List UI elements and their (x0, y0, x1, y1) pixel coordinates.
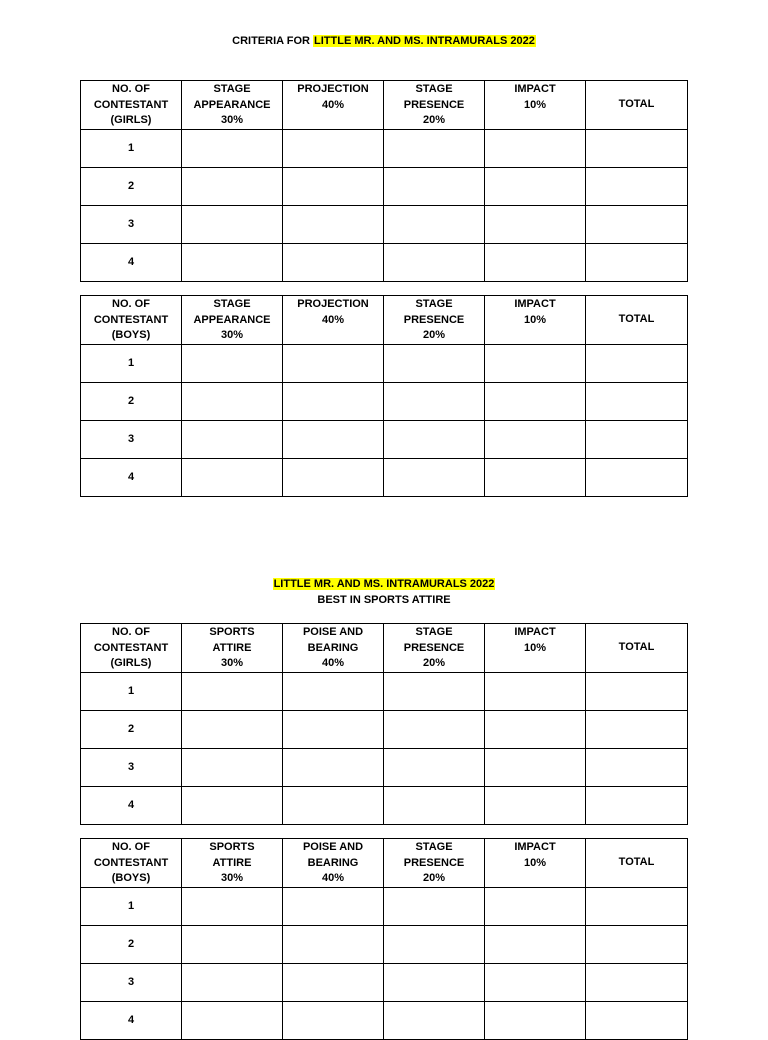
score-cell[interactable] (586, 420, 688, 458)
criteria-header-line: STAGE (415, 626, 453, 638)
contestant-number: 3 (81, 748, 182, 786)
criteria-header-line: STAGE (213, 298, 251, 310)
table-row (81, 458, 688, 496)
table-section1-girls (80, 80, 688, 282)
contestant-header-line: CONTESTANT (93, 856, 169, 869)
score-cell[interactable] (485, 458, 586, 496)
table-row (81, 129, 688, 167)
section1-title-highlight: LITTLE MR. AND MS. INTRAMURALS 2022 (314, 35, 535, 47)
criteria-header (485, 839, 586, 888)
total-header: TOTAL (586, 624, 688, 673)
score-cell[interactable] (182, 458, 283, 496)
criteria-header-line: BEARING (307, 641, 359, 654)
score-cell[interactable] (586, 205, 688, 243)
score-cell[interactable] (384, 963, 485, 1001)
score-cell[interactable] (586, 167, 688, 205)
score-cell[interactable] (384, 243, 485, 281)
contestant-header (81, 624, 182, 673)
total-header: TOTAL (586, 81, 688, 130)
contestant-number: 1 (81, 887, 182, 925)
criteria-header-line: PROJECTION (297, 298, 369, 310)
table-row (81, 925, 688, 963)
contestant-number: 2 (81, 167, 182, 205)
criteria-header-line: STAGE (213, 83, 251, 95)
score-cell[interactable] (182, 382, 283, 420)
score-cell[interactable] (586, 458, 688, 496)
criteria-header (283, 624, 384, 673)
score-cell[interactable] (586, 786, 688, 824)
score-cell[interactable] (283, 344, 384, 382)
criteria-header-line: 30% (220, 114, 244, 126)
criteria-header-line: 40% (321, 98, 345, 111)
contestant-header (81, 839, 182, 888)
table-row (81, 205, 688, 243)
score-cell[interactable] (485, 786, 586, 824)
criteria-header (182, 839, 283, 888)
criteria-header-line: POISE AND (302, 626, 364, 638)
criteria-header-line: 30% (220, 657, 244, 669)
score-cell[interactable] (586, 344, 688, 382)
contestant-header-line: NO. OF (112, 298, 150, 310)
criteria-header (485, 81, 586, 130)
criteria-header (182, 296, 283, 345)
criteria-header-line: ATTIRE (212, 641, 252, 654)
score-cell[interactable] (283, 748, 384, 786)
criteria-header-line: PRESENCE (403, 313, 465, 326)
total-header: TOTAL (586, 296, 688, 345)
table-row (81, 420, 688, 458)
table-row (81, 963, 688, 1001)
contestant-number: 1 (81, 129, 182, 167)
score-cell[interactable] (485, 382, 586, 420)
criteria-header-line: 40% (321, 313, 345, 326)
score-cell[interactable] (586, 243, 688, 281)
criteria-header-line: IMPACT (514, 83, 556, 95)
score-cell[interactable] (384, 344, 485, 382)
contestant-header-line: (BOYS) (111, 329, 151, 341)
criteria-header (283, 296, 384, 345)
total-header: TOTAL (586, 839, 688, 888)
criteria-header (384, 839, 485, 888)
score-cell[interactable] (485, 748, 586, 786)
contestant-header-line: NO. OF (112, 626, 150, 638)
score-cell[interactable] (586, 129, 688, 167)
table-section2-boys (80, 838, 688, 1040)
contestant-number: 4 (81, 786, 182, 824)
score-cell[interactable] (182, 243, 283, 281)
criteria-header (485, 624, 586, 673)
contestant-number: 3 (81, 420, 182, 458)
criteria-header-line: 10% (523, 856, 547, 869)
section1-title-prefix: CRITERIA FOR (232, 35, 310, 47)
score-cell[interactable] (384, 786, 485, 824)
score-cell[interactable] (182, 925, 283, 963)
criteria-header-line: 30% (220, 872, 244, 884)
table-row (81, 748, 688, 786)
criteria-header (384, 624, 485, 673)
score-cell[interactable] (384, 458, 485, 496)
score-cell[interactable] (384, 167, 485, 205)
criteria-header-line: 10% (523, 313, 547, 326)
score-cell[interactable] (283, 672, 384, 710)
contestant-number: 4 (81, 1001, 182, 1039)
score-cell[interactable] (283, 167, 384, 205)
score-cell[interactable] (283, 458, 384, 496)
criteria-header-line: BEARING (307, 856, 359, 869)
score-cell[interactable] (384, 1001, 485, 1039)
criteria-header-line: POISE AND (302, 841, 364, 853)
table-row (81, 243, 688, 281)
criteria-header (384, 81, 485, 130)
score-cell[interactable] (384, 129, 485, 167)
score-cell[interactable] (384, 748, 485, 786)
score-cell[interactable] (182, 420, 283, 458)
criteria-header (384, 296, 485, 345)
score-cell[interactable] (586, 925, 688, 963)
criteria-header-line: APPEARANCE (193, 313, 271, 326)
table-row (81, 786, 688, 824)
contestant-header-line: (GIRLS) (110, 657, 152, 669)
contestant-header (81, 81, 182, 130)
criteria-header-line: STAGE (415, 298, 453, 310)
score-cell[interactable] (283, 382, 384, 420)
criteria-header-line: IMPACT (514, 626, 556, 638)
contestant-header-line: CONTESTANT (93, 641, 169, 654)
criteria-header-line: STAGE (415, 841, 453, 853)
table-row (81, 167, 688, 205)
score-cell[interactable] (182, 1001, 283, 1039)
score-cell[interactable] (283, 786, 384, 824)
score-cell[interactable] (586, 672, 688, 710)
score-cell[interactable] (283, 887, 384, 925)
criteria-header-line: 20% (422, 114, 446, 126)
table-row (81, 672, 688, 710)
criteria-header-line: 40% (321, 657, 345, 669)
score-cell[interactable] (384, 382, 485, 420)
score-cell[interactable] (485, 710, 586, 748)
score-cell[interactable] (182, 167, 283, 205)
contestant-header-line: NO. OF (112, 841, 150, 853)
score-cell[interactable] (586, 382, 688, 420)
contestant-header-line: NO. OF (112, 83, 150, 95)
section2-title-highlight: LITTLE MR. AND MS. INTRAMURALS 2022 (273, 578, 495, 590)
table-header-row (81, 81, 688, 130)
criteria-header-line: STAGE (415, 83, 453, 95)
score-cell[interactable] (384, 925, 485, 963)
score-cell[interactable] (283, 420, 384, 458)
score-cell[interactable] (384, 420, 485, 458)
score-cell[interactable] (283, 925, 384, 963)
criteria-header-line: PRESENCE (403, 856, 465, 869)
score-cell[interactable] (485, 344, 586, 382)
table-row (81, 710, 688, 748)
table-header-row (81, 624, 688, 673)
score-cell[interactable] (485, 925, 586, 963)
score-cell[interactable] (485, 167, 586, 205)
score-cell[interactable] (182, 129, 283, 167)
contestant-number: 1 (81, 672, 182, 710)
criteria-header-line: IMPACT (514, 841, 556, 853)
score-cell[interactable] (182, 710, 283, 748)
score-cell[interactable] (586, 887, 688, 925)
criteria-header (485, 296, 586, 345)
criteria-header-line: IMPACT (514, 298, 556, 310)
contestant-number: 2 (81, 710, 182, 748)
score-cell[interactable] (485, 129, 586, 167)
section1-title (0, 33, 768, 49)
score-cell[interactable] (384, 672, 485, 710)
score-cell[interactable] (586, 748, 688, 786)
criteria-header-line: PRESENCE (403, 641, 465, 654)
criteria-header-line: 20% (422, 329, 446, 341)
score-cell[interactable] (182, 748, 283, 786)
score-cell[interactable] (485, 1001, 586, 1039)
score-cell[interactable] (283, 710, 384, 748)
score-cell[interactable] (182, 344, 283, 382)
criteria-header-line: 10% (523, 641, 547, 654)
criteria-header-line: ATTIRE (212, 856, 252, 869)
contestant-number: 1 (81, 344, 182, 382)
score-cell[interactable] (182, 205, 283, 243)
criteria-header-line: 10% (523, 98, 547, 111)
score-cell[interactable] (586, 963, 688, 1001)
table-row (81, 887, 688, 925)
score-cell[interactable] (485, 672, 586, 710)
criteria-header-line: SPORTS (209, 626, 255, 638)
criteria-header-line: 20% (422, 657, 446, 669)
criteria-header-line: 40% (321, 872, 345, 884)
criteria-header (182, 624, 283, 673)
score-cell[interactable] (182, 672, 283, 710)
score-cell[interactable] (182, 963, 283, 1001)
contestant-number: 4 (81, 458, 182, 496)
table-header-row (81, 296, 688, 345)
criteria-header (182, 81, 283, 130)
table-header-row (81, 839, 688, 888)
table-row (81, 382, 688, 420)
contestant-header-line: CONTESTANT (93, 313, 169, 326)
contestant-number: 3 (81, 963, 182, 1001)
score-cell[interactable] (586, 710, 688, 748)
contestant-number: 2 (81, 925, 182, 963)
score-cell[interactable] (283, 129, 384, 167)
score-cell[interactable] (586, 1001, 688, 1039)
score-cell[interactable] (283, 243, 384, 281)
table-section2-girls (80, 623, 688, 825)
score-cell[interactable] (485, 963, 586, 1001)
criteria-header-line: PRESENCE (403, 98, 465, 111)
score-cell[interactable] (283, 205, 384, 243)
score-cell[interactable] (384, 205, 485, 243)
table-row (81, 344, 688, 382)
section2-title (0, 576, 768, 592)
contestant-header-line: (GIRLS) (110, 114, 152, 126)
criteria-header-line: APPEARANCE (193, 98, 271, 111)
score-cell[interactable] (283, 963, 384, 1001)
criteria-header (283, 839, 384, 888)
table-row (81, 1001, 688, 1039)
criteria-header-line: 30% (220, 329, 244, 341)
contestant-header-line: (BOYS) (111, 872, 151, 884)
criteria-header-line: SPORTS (209, 841, 255, 853)
contestant-number: 4 (81, 243, 182, 281)
contestant-number: 3 (81, 205, 182, 243)
criteria-header (283, 81, 384, 130)
score-cell[interactable] (182, 786, 283, 824)
score-cell[interactable] (485, 205, 586, 243)
score-cell[interactable] (384, 887, 485, 925)
criteria-header-line: PROJECTION (297, 83, 369, 95)
contestant-header-line: CONTESTANT (93, 98, 169, 111)
score-cell[interactable] (384, 710, 485, 748)
score-cell[interactable] (283, 1001, 384, 1039)
section2-subtitle: BEST IN SPORTS ATTIRE (317, 594, 451, 606)
criteria-header-line: 20% (422, 872, 446, 884)
contestant-number: 2 (81, 382, 182, 420)
score-cell[interactable] (182, 887, 283, 925)
table-section1-boys (80, 295, 688, 497)
score-cell[interactable] (485, 243, 586, 281)
contestant-header (81, 296, 182, 345)
score-cell[interactable] (485, 887, 586, 925)
score-cell[interactable] (485, 420, 586, 458)
